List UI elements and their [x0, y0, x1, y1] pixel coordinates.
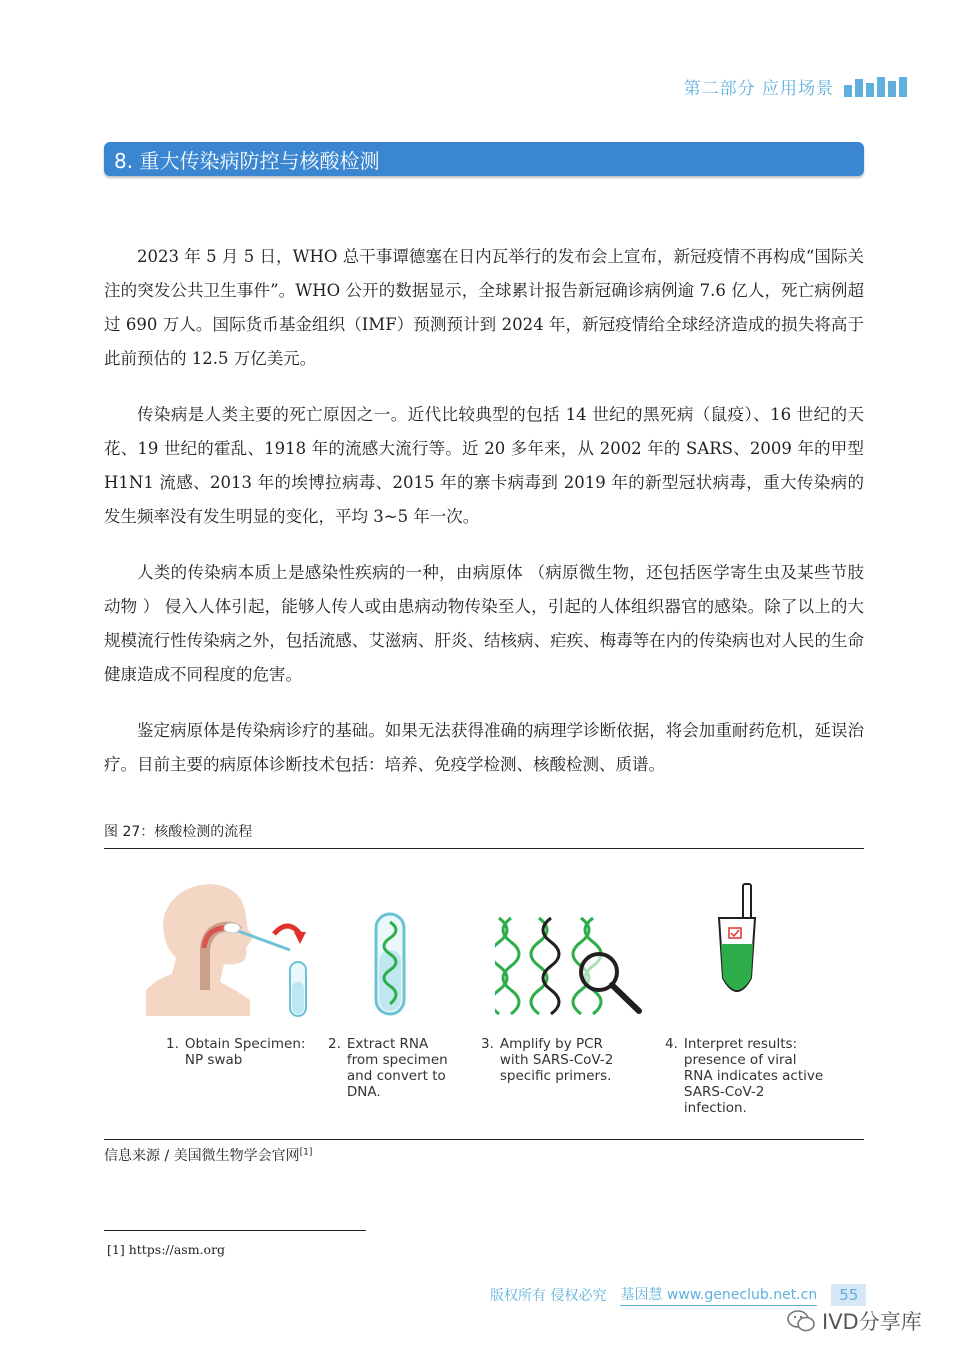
nasal-swab-illustration [140, 878, 320, 1023]
header-bars-icon [844, 77, 907, 97]
footnote-mark: [1] [107, 1242, 125, 1257]
positive-check-icon [729, 928, 741, 938]
page-header [684, 74, 907, 99]
step-text: Obtain Specimen: NP swab [184, 1036, 306, 1068]
magnifier-handle [612, 985, 639, 1011]
specimen-liquid [292, 982, 304, 1014]
step-4-label [665, 1036, 825, 1116]
step-text: Extract RNA from specimen and convert to DNA. [346, 1036, 448, 1100]
step-3-label [481, 1036, 631, 1084]
dna-helix-icon [495, 918, 519, 1014]
watermark-text: IVD分享库 [822, 1310, 922, 1334]
tube-cap [743, 884, 751, 920]
source-ref: [1] [299, 1147, 313, 1158]
arrow-head [294, 932, 306, 944]
footnote-link[interactable]: https://asm.org [128, 1242, 226, 1257]
paragraph: 传染病是人类主要的死亡原因之一。近代比较典型的包括 14 世纪的黑死病（鼠疫）、16 世纪的天花、19 世纪的霍乱、1918 年的流感大流行等。近 20 多年来，从 2002 年的 SARS、2009 年的甲型 H1N1 流感、2013 年的埃博拉病毒、2015 年的寨卡病毒到 2019 年的新型冠状病毒，重大传染病的发生频率没有发生明显的变化，平均 3~5 年一次。 [104, 405, 864, 526]
source-text: 信息来源 / 美国微生物学会官网 [104, 1148, 300, 1164]
figure-bottom-rule [104, 1139, 864, 1140]
step-1-label [166, 1036, 316, 1068]
swab-tip [224, 923, 240, 933]
step-text: Amplify by PCR with SARS-CoV-2 specific primers. [499, 1036, 614, 1084]
paragraph: 鉴定病原体是传染病诊疗的基础。如果无法获得准确的病理学诊断依据，将会加重耐药危机，延误治疗。目前主要的病原体诊断技术包括：培养、免疫学检测、核酸检测、质谱。 [104, 721, 864, 774]
rna-tube-illustration [368, 910, 412, 1020]
pcr-dna-illustration [495, 914, 645, 1019]
figure-top-rule [104, 848, 864, 849]
body-text [104, 240, 864, 804]
result-tube-illustration [713, 882, 763, 1002]
section-title-bar [104, 142, 864, 176]
head-silhouette [146, 884, 253, 1016]
paragraph: 2023 年 5 月 5 日，WHO 总干事谭德塞在日内瓦举行的发布会上宣布，新冠疫情不再构成“国际关注的突发公共卫生事件”。WHO 公开的数据显示，全球累计报告新冠确诊病例逾 7.6 亿人，死亡病例超过 690 万人。国际货币基金组织（IMF）预测预计到 2024 年，新冠疫情给全球经济造成的损失将高于此前预估的 12.5 万亿美元。 [104, 247, 864, 368]
footnote-rule [104, 1230, 366, 1231]
section-label: 第二部分 应用场景 [683, 79, 834, 99]
brand-link[interactable]: 基因慧 www.geneclub.net.cn [620, 1284, 817, 1306]
section-title: 8. 重大传染病防控与核酸检测 [114, 148, 380, 173]
page-number: 55 [831, 1284, 866, 1306]
wechat-watermark [786, 1306, 922, 1336]
rights-text: 版权所有 侵权必究 [490, 1288, 607, 1304]
figure-source [104, 1145, 312, 1165]
step-number: 1. [166, 1036, 179, 1052]
step-text: Interpret results: presence of viral RNA indicates active SARS-CoV-2 infection. [683, 1036, 824, 1116]
page-footer [490, 1284, 866, 1306]
dna-helix-icon [531, 918, 559, 1014]
tube-liquid [379, 950, 401, 1011]
step-number: 2. [328, 1036, 341, 1052]
footnote [107, 1242, 225, 1257]
step-2-label [328, 1036, 458, 1100]
step-number: 4. [665, 1036, 678, 1052]
step-number: 3. [481, 1036, 494, 1052]
paragraph: 人类的传染病本质上是感染性疾病的一种，由病原体 （病原微生物，还包括医学寄生虫及某些节肢动物 ） 侵入人体引起，能够人传人或由患病动物传染至人，引起的人体组织器官的感染。除了以上的大规模流行性传染病之外，包括流感、艾滋病、肝炎、结核病、疟疾、梅毒等在内的传染病也对人民的生命健康造成不同程度的危害。 [104, 563, 864, 684]
figure-caption: 图 27：核酸检测的流程 [104, 824, 253, 840]
wechat-icon [786, 1309, 816, 1333]
